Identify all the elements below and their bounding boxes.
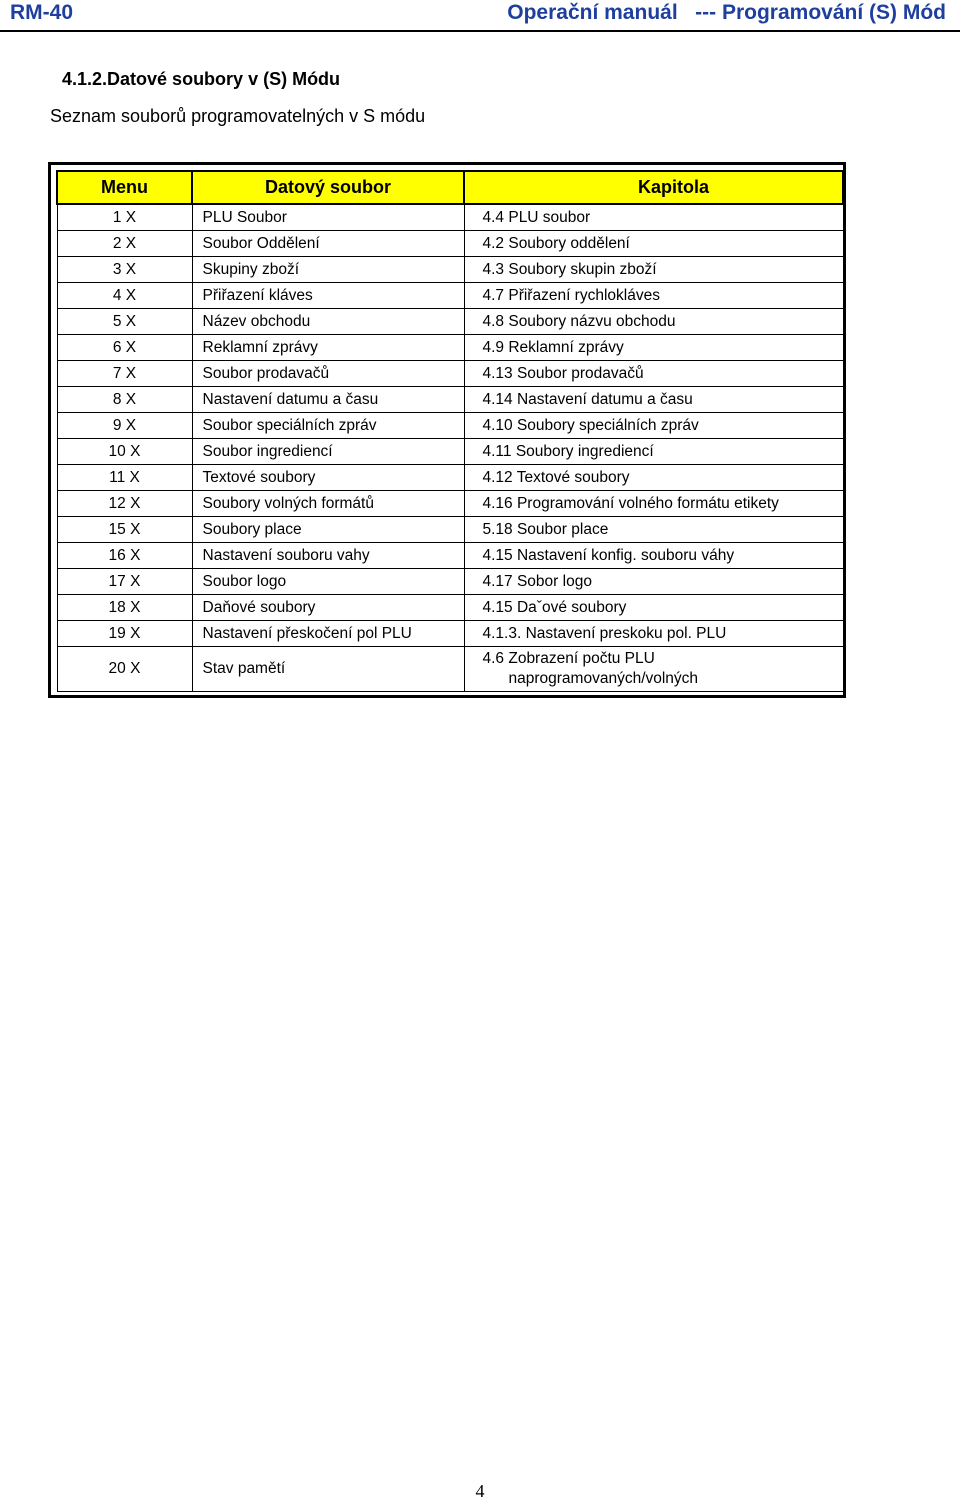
table-row — [57, 387, 843, 413]
cell-chapter: 4.1.3. Nastavení preskoku pol. PLU — [464, 621, 843, 647]
cell-chapter: 4.10 Soubory speciálních zpráv — [464, 413, 843, 439]
cell-file: Soubory place — [192, 517, 464, 543]
cell-menu: 7 X — [57, 361, 192, 387]
cell-file: Nastavení datumu a času — [192, 387, 464, 413]
cell-file: Soubor prodavačů — [192, 361, 464, 387]
cell-chapter: 4.3 Soubory skupin zboží — [464, 257, 843, 283]
cell-chapter: 4.12 Textové soubory — [464, 465, 843, 491]
cell-file: Reklamní zprávy — [192, 335, 464, 361]
cell-chapter: 4.4 PLU soubor — [464, 204, 843, 231]
header-title: Operační manuál --- Programování (S) Mód — [507, 1, 946, 24]
cell-menu: 4 X — [57, 283, 192, 309]
table-row — [57, 647, 843, 692]
cell-menu: 20 X — [57, 647, 192, 692]
table-row — [57, 543, 843, 569]
table-row — [57, 361, 843, 387]
header-model: RM-40 — [10, 1, 74, 24]
cell-menu: 5 X — [57, 309, 192, 335]
table-row — [57, 257, 843, 283]
cell-chapter: 4.15 Daˇové soubory — [464, 595, 843, 621]
table-row — [57, 595, 843, 621]
files-table — [56, 170, 844, 692]
header-file: Datový soubor — [192, 171, 464, 204]
cell-chapter: 4.11 Soubory ingrediencí — [464, 439, 843, 465]
cell-menu: 16 X — [57, 543, 192, 569]
table-body — [57, 204, 843, 692]
table-row — [57, 465, 843, 491]
cell-chapter: 5.18 Soubor place — [464, 517, 843, 543]
cell-chapter — [464, 647, 843, 692]
section-subtitle: Seznam souborů programovatelných v S módu — [50, 106, 426, 126]
cell-file: Stav pamětí — [192, 647, 464, 692]
cell-file: Přiřazení kláves — [192, 283, 464, 309]
table-row — [57, 283, 843, 309]
cell-menu: 11 X — [57, 465, 192, 491]
cell-chapter: 4.16 Programování volného formátu etikety — [464, 491, 843, 517]
chapter-line-2: naprogramovaných/volných — [508, 670, 699, 687]
table-row — [57, 621, 843, 647]
cell-file: PLU Soubor — [192, 204, 464, 231]
table-row — [57, 204, 843, 231]
cell-file: Soubor logo — [192, 569, 464, 595]
header-chapter: Kapitola — [464, 171, 843, 204]
cell-file: Soubory volných formátů — [192, 491, 464, 517]
page-header — [0, 0, 960, 32]
cell-menu: 18 X — [57, 595, 192, 621]
cell-menu: 2 X — [57, 231, 192, 257]
cell-file: Nastavení souboru vahy — [192, 543, 464, 569]
chapter-line-1: 4.6 Zobrazení počtu PLU — [482, 650, 655, 667]
cell-menu: 9 X — [57, 413, 192, 439]
cell-menu: 3 X — [57, 257, 192, 283]
table-row — [57, 439, 843, 465]
cell-file: Skupiny zboží — [192, 257, 464, 283]
cell-menu: 17 X — [57, 569, 192, 595]
table-row — [57, 309, 843, 335]
cell-chapter: 4.15 Nastavení konfig. souboru váhy — [464, 543, 843, 569]
cell-chapter: 4.7 Přiřazení rychlokláves — [464, 283, 843, 309]
cell-menu: 15 X — [57, 517, 192, 543]
cell-file: Soubor speciálních zpráv — [192, 413, 464, 439]
cell-chapter: 4.17 Sobor logo — [464, 569, 843, 595]
cell-menu: 12 X — [57, 491, 192, 517]
cell-file: Název obchodu — [192, 309, 464, 335]
header-menu: Menu — [57, 171, 192, 204]
cell-menu: 8 X — [57, 387, 192, 413]
section-title: 4.1.2.Datové soubory v (S) Módu — [62, 69, 341, 89]
table-row — [57, 491, 843, 517]
cell-file: Soubor ingrediencí — [192, 439, 464, 465]
cell-menu: 1 X — [57, 204, 192, 231]
files-table-frame — [48, 162, 846, 698]
cell-chapter: 4.2 Soubory oddělení — [464, 231, 843, 257]
cell-chapter: 4.13 Soubor prodavačů — [464, 361, 843, 387]
cell-chapter: 4.8 Soubory názvu obchodu — [464, 309, 843, 335]
page-number: 4 — [475, 1481, 485, 1501]
cell-menu: 19 X — [57, 621, 192, 647]
cell-chapter: 4.9 Reklamní zprávy — [464, 335, 843, 361]
cell-chapter: 4.14 Nastavení datumu a času — [464, 387, 843, 413]
table-row — [57, 231, 843, 257]
table-header-row — [57, 171, 843, 204]
cell-file: Nastavení přeskočení pol PLU — [192, 621, 464, 647]
table-row — [57, 517, 843, 543]
cell-file: Soubor Oddělení — [192, 231, 464, 257]
table-row — [57, 413, 843, 439]
table-row — [57, 569, 843, 595]
cell-menu: 6 X — [57, 335, 192, 361]
cell-menu: 10 X — [57, 439, 192, 465]
table-row — [57, 335, 843, 361]
cell-file: Daňové soubory — [192, 595, 464, 621]
cell-file: Textové soubory — [192, 465, 464, 491]
